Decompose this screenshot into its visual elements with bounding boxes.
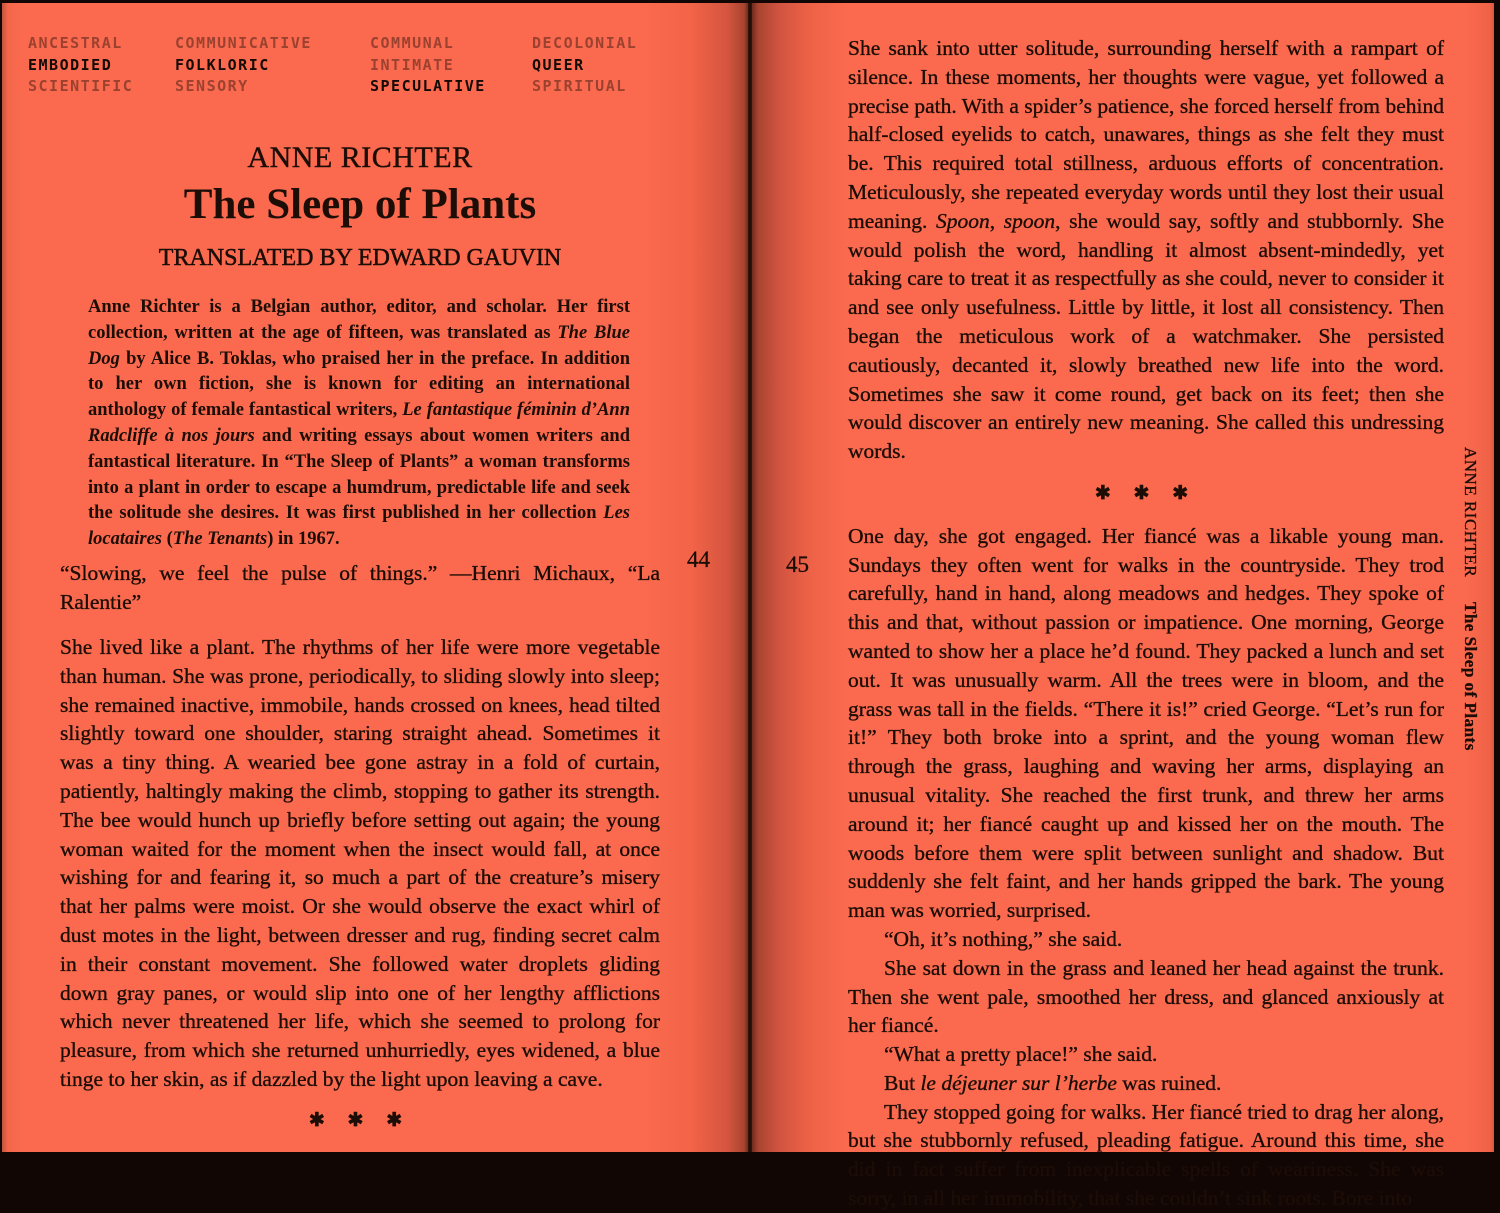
left-page <box>2 3 748 1152</box>
story-paragraph <box>848 1069 1444 1098</box>
story-paragraph <box>848 522 1444 925</box>
translator-credit: TRANSLATED BY EDWARD GAUVIN <box>158 245 562 271</box>
text-segment: The Blue Dog <box>88 322 631 369</box>
epigraph: “Slowing, we feel the pulse of things.” —Henri Michaux, “La Ralentie” <box>60 561 660 614</box>
text-segment: “Oh, it’s nothing,” she said. <box>884 926 1123 951</box>
text-segment: by Alice B. Toklas, who praised her in the preface. In addition to her own fiction, she is known for editing an international anthology of female fantastical writers, <box>88 348 630 421</box>
story-paragraph <box>848 1098 1444 1213</box>
story-paragraph: She lived like a plant. The rhythms of her life were more vegetable than human. She was prone, periodically, to sliding slowly into sleep; she remained inactive, immobile, hands crossed on knees, head tilted slightly toward one shoulder, staring straight ahead. Sometimes it was a tiny thing. A wearied bee gone astray in a fold of curtain, patiently, haltingly making the climb, stopping to gather its strength. The bee would hunch up briefly before setting out again; the young woman waited for the moment when the insect would fall, at once wishing for and fearing it, so much a part of the creature’s misery that her palms were moist. Or she would observe the exact whirl of dust motes in the light, between dresser and rug, finding secret calm in their constant movement. She followed water droplets gliding down gray panes, or would slip into one of her lengthy afflictions which never threatened her life, which she seemed to prolong for pleasure, from which she returned unhurriedly, eyes widened, a blue tinge to her skin, as if dazzled by the light upon leaving a cave. <box>60 635 660 1091</box>
author-bio <box>88 295 630 553</box>
text-segment: ) in 1967. <box>267 529 340 550</box>
section-divider: ✱ ✱ ✱ <box>1094 482 1198 504</box>
tag-decolonial: DECOLONIAL <box>532 34 638 52</box>
story-title: The Sleep of Plants <box>183 181 537 228</box>
text-segment: They stopped going for walks. Her fiancé tried to drag her along, but she stubbornly refused, pleading fatigue. Around this time, she did in fact suffer from inexplicable spells of weariness. She was sorry, in all her immobility, that she couldn’t sink roots. Bore into <box>848 1099 1444 1211</box>
margin-title: The Sleep of Plants <box>1461 601 1480 751</box>
tag-ancestral: ANCESTRAL <box>28 34 123 52</box>
tag-column <box>532 33 637 98</box>
text-segment: was ruined. <box>1116 1070 1222 1095</box>
tag-embodied: EMBODIED <box>28 55 113 74</box>
text-segment: But <box>884 1070 921 1095</box>
text-segment: , <box>989 208 1004 233</box>
tag-folkloric: FOLKLORIC <box>175 55 270 74</box>
author-name: ANNE RICHTER <box>247 141 473 174</box>
title-block <box>60 141 660 272</box>
open-book-spread <box>2 3 1494 1211</box>
text-segment: Le fantastique féminin d’Ann Radcliffe à nos jours <box>88 400 630 446</box>
text-segment: She sat down in the grass and leaned her head against the trunk. Then she went pale, smoothed her dress, and glanced anxiously at her fiancé. <box>848 955 1444 1038</box>
tag-speculative: SPECULATIVE <box>370 77 486 95</box>
page-number-left: 44 <box>687 547 710 572</box>
tag-communicative: COMMUNICATIVE <box>175 34 312 52</box>
tag-communal: COMMUNAL <box>370 34 455 52</box>
tag-column <box>175 33 370 98</box>
tag-column <box>28 33 175 98</box>
tag-scientific: SCIENTIFIC <box>28 77 134 95</box>
text-segment: The Tenants <box>172 529 268 550</box>
text-segment: Spoon <box>936 208 990 233</box>
tag-queer: QUEER <box>532 55 585 74</box>
tag-sensory: SENSORY <box>175 77 249 95</box>
text-segment: Anne Richter is a Belgian author, editor, and scholar. Her first collection, written at the age of fifteen, was translated as <box>88 297 630 343</box>
tag-grid <box>28 33 637 98</box>
section-divider: ✱ ✱ ✱ <box>308 1110 412 1131</box>
story-paragraph <box>848 925 1444 954</box>
text-segment: and writing essays about women writers and fantastical literature. In “The Sleep of Plants” a woman transforms into a plant in order to escape a humdrum, predictable life and seek the solitude she desires. It was first published in her collection <box>88 425 630 524</box>
story-paragraph <box>848 954 1444 1040</box>
text-segment: One day, she got engaged. Her fiancé was a likable young man. Sundays they often went for walks in the countryside. They trod carefully, hand in hand, along meadows and hedges. They spoke of this and that, without passion or impatience. One morning, George wanted to show her a place he’d found. They packed a lunch and set out. It was unusually warm. All the trees were in bloom, and the grass was tall in the fields. “There it is!” cried George. “Let’s run for it!” They both broke into a sprint, and the young woman flew through the grass, laughing and waving her arms, displaying an unusual vitality. She reached the first trunk, and threw her arms around it; her fiancé caught up and kissed her on the mouth. The woods before them were split between sunlight and shadow. But suddenly she felt faint, and her hands gripped the bark. The young man was worried, surprised. <box>848 523 1444 923</box>
text-segment: She sank into utter solitude, surrounding herself with a rampart of silence. In these moments, her thoughts were vague, yet followed a precise path. With a spider’s patience, she forced herself from behind half-closed eyelids to catch, unawares, things as she felt they must be. This required total stillness, arduous efforts of concentration. Meticulously, she repeated everyday words until they lost their usual meaning. <box>848 36 1444 233</box>
tag-spiritual: SPIRITUAL <box>532 77 627 95</box>
tag-column <box>370 33 532 98</box>
text-segment: le déjeuner sur l’herbe <box>920 1070 1117 1095</box>
page-number-right: 45 <box>786 552 809 577</box>
text-segment: Les locataires <box>88 503 630 550</box>
text-segment: spoon <box>1003 208 1056 233</box>
tag-intimate: INTIMATE <box>370 55 455 74</box>
text-segment: “What a pretty place!” she said. <box>884 1042 1158 1067</box>
story-paragraph <box>848 34 1444 466</box>
text-segment: , she would say, softly and stubbornly. She would polish the word, handling it almost absent-mindedly, yet taking care to treat it as respectfully as she could, never to consider it and see only usefulness. Little by little, it lost all consistency. Then began the meticulous work of a watchmaker. She persisted cautiously, decanted it, slowly breathed new life into the word. Sometimes she saw it come round, get back on its feet; then she would discover an entirely new meaning. She called this undressing words. <box>848 208 1444 464</box>
story-paragraph <box>848 1040 1444 1069</box>
right-page-text <box>848 34 1444 1213</box>
right-page <box>752 3 1494 1211</box>
margin-running-title <box>1460 447 1480 751</box>
margin-author: ANNE RICHTER <box>1461 447 1480 578</box>
text-segment: ( <box>162 529 173 550</box>
